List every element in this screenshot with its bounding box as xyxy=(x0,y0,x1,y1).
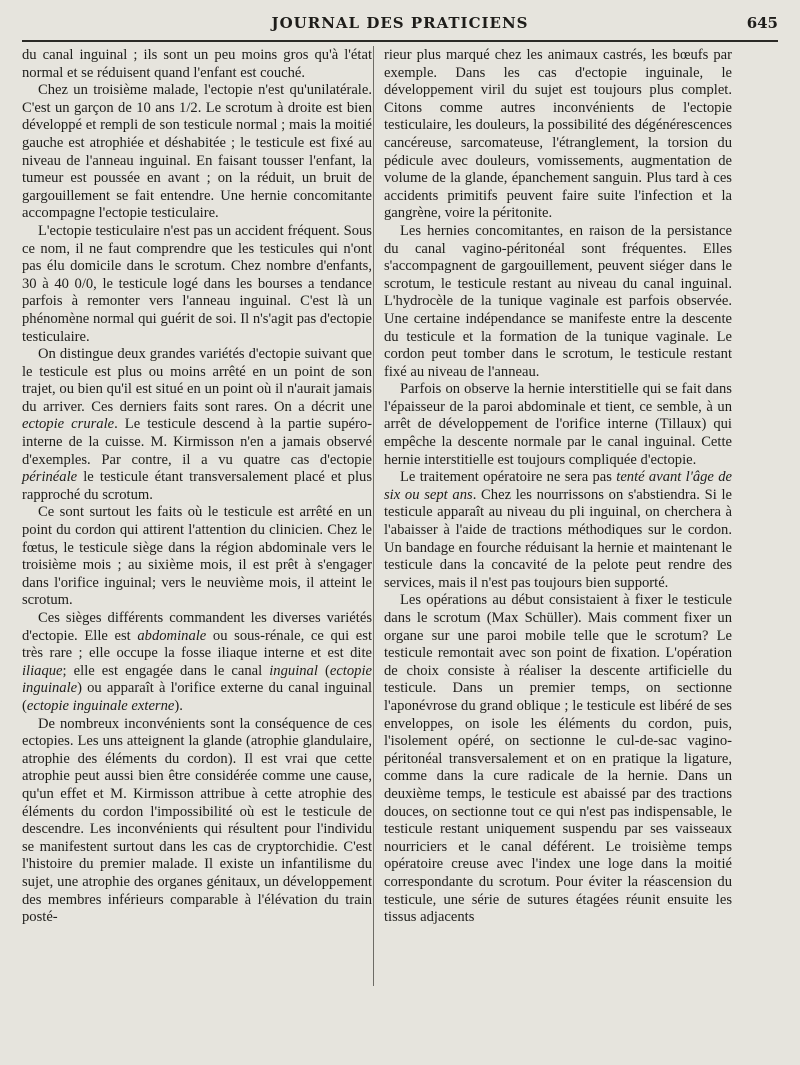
paragraph-text: Les hernies concomitantes, en raison de la persistance du canal vagino-péritonéal sont fréquentes. Elles s'accompagnent de gargouillement, peuvent siéger dans le scrotum, le testicule restant au niveau du canal inguinal. L'hydrocèle de la tunique vaginale est parfois observée. Une certaine indépendance se manifeste entre la descente du testicule et la formation de la tunique vaginale. Le cordon peut tomber dans le scrotum, le testicule restant fixé au niveau de l'anneau. xyxy=(384,222,732,380)
paragraph-text: rieur plus marqué chez les animaux castrés, les bœufs par exemple. Dans les cas d'ectopie inguinale, le développement viril du sujet est toujours plus complet. Citons comme autres inconvénients de l'ectopie testiculaire, les douleurs, la possibilité des dégénérescences cancéreuse, sarcomateuse, l'étranglement, la torsion du pédicule avec douleurs, vomissements, augmentation de volume de la glande, épanchement sanguin. Plus tard à ces accidents primitifs peuvent faire suite l'infection et la gangrène, voire la péritonite. xyxy=(384,47,732,222)
italic-term: ectopie inguinale xyxy=(22,662,372,697)
page-number: 645 xyxy=(746,14,778,32)
paragraph-text: Parfois on observe la hernie interstitielle qui se fait dans l'épaisseur de la paroi abdominale et tient, ce semble, à un arrêt de développement de l'orifice interne (Tillaux) qui empêche la descente normale par le canal inguinal. Cette hernie interstitielle est toujours compliquée d'ectopie. xyxy=(384,381,732,468)
paragraph-text: Les opérations au début consistaient à fixer le testicule dans le scrotum (Max Schüller). Mais comment fixer un organe sur une paroi mobile telle que le scrotum? Le testicule remontait avec son point de fixation. L'opération de choix consiste à réaliser la descente artificielle du testicule. Dans un premier temps, on sectionne l'aponévrose du grand oblique ; le testicule est libéré de ses enveloppes, on isole les éléments du cordon, puis, l'isolement opéré, on sectionne le cul-de-sac vagino-péritonéal transversalement et on en pratique la ligature, comme dans la cure radicale de la hernie. Dans un deuxième temps, le testicule est abaissé par des tractions douces, on sectionne tout ce qui n'est pas indispensable, le testicule restant uniquement suspendu par ses vaisseaux nourriciers et le canal déférent. Le troisième temps opératoire creuse avec l'index une loge dans la moitié correspondante du scrotum. Pour éviter la réascension du testicule, une série de sutures étagées réunit ensuite les tissus adjacents xyxy=(384,592,732,926)
paragraph xyxy=(22,504,372,610)
paragraph-text: L'ectopie testiculaire n'est pas un accident fréquent. Sous ce nom, il ne faut comprendre que les testicules qui n'ont pas élu domicile dans le scrotum. Chez nombre d'enfants, 30 à 40 0/0, le testicule logé dans les bourses a tendance parfois à remonter vers l'anneau inguinal. C'est là un phénomène normal qui guérit de soi. Il n's'agit pas d'ectopie testiculaire. xyxy=(22,222,372,345)
paragraph xyxy=(22,716,372,927)
paragraph-text: du canal inguinal ; ils sont un peu moins gros qu'à l'état normal et se réduisent quand l'enfant est couché. xyxy=(22,47,372,81)
italic-term: ectopie inguinale externe xyxy=(26,697,175,714)
header-rule xyxy=(22,40,778,42)
paragraph xyxy=(384,381,732,469)
paragraph-text: ; elle est engagée dans le canal xyxy=(62,662,270,679)
paragraph xyxy=(22,346,372,504)
italic-term: ectopie crurale xyxy=(22,416,115,433)
paragraph-text: On distingue deux grandes variétés d'ectopie suivant que le testicule est plus ou moins arrêté en un point de son trajet, ou bien qu'il est situé en un point où il n'aurait jamais du arriver. Ces derniers faits sont rares. On a décrit une xyxy=(22,346,372,415)
paragraph-text: Chez un troisième malade, l'ectopie n'est qu'unilatérale. C'est un garçon de 10 ans 1/2. Le scrotum à droite est bien développé et rempli de son testicule normal ; mais la moitié gauche est atrophiée et déshabitée ; le testicule est fixé au niveau de l'anneau inguinal. En faisant tousser l'enfant, la tumeur est poussée en avant ; on la réduit, un bruit de gargouillement se fait entendre. Une hernie concomitante accompagne l'ectopie testiculaire. xyxy=(22,82,372,222)
paragraph xyxy=(384,47,732,223)
paragraph-text: Ces sièges différents commandent les diverses variétés d'ectopie. Elle est xyxy=(22,610,372,644)
paragraph xyxy=(384,223,732,381)
right-column xyxy=(384,47,732,927)
paragraph xyxy=(22,610,372,716)
paragraph-text: . Chez les nourrissons on s'abstiendra. Si le testicule apparaît au niveau du pli inguinal, on cherchera à l'abaisser à l'aide de tractions méthodiques sur le cordon. Un bandage en fourche réduisant la hernie et maintenant le testicule dans la concavité de la pelote peut rendre des services, mais il n'est pas toujours bien supporté. xyxy=(384,486,732,591)
paragraph xyxy=(22,223,372,346)
page-header xyxy=(22,12,778,38)
column-divider xyxy=(373,46,374,986)
journal-title: JOURNAL DES PRATICIENS xyxy=(271,14,529,32)
italic-term: périnéale xyxy=(22,469,78,486)
paragraph-text: ( xyxy=(317,662,330,679)
paragraph-text: De nombreux inconvénients sont la conséquence de ces ectopies. Les uns atteignent la glande (atrophie glandulaire, atrophie des éléments du cordon). Il est vrai que cette atrophie peut aussi bien être considérée comme une cause, qu'un effet et M. Kirmisson attribue à cette atrophie des éléments du cordon l'impossibilité où est le testicule de descendre. Les inconvénients qui résultent pour l'individu se manifestent surtout dans les cas de cryptorchidie. C'est l'histoire du premier malade. Il existe un infantilisme du sujet, une atrophie des organes génitaux, un développement des membres inférieurs comparable à l'élévation du train posté- xyxy=(22,715,372,926)
paragraph xyxy=(22,82,372,223)
paragraph-text: le testicule étant transversalement placé et plus rapproché du scrotum. xyxy=(22,469,372,503)
paragraph-text: ). xyxy=(174,697,183,714)
left-column xyxy=(22,47,372,927)
paragraph-text: Le traitement opératoire ne sera pas xyxy=(400,469,617,486)
paragraph-text: ) ou apparaît à l'orifice externe du canal inguinal ( xyxy=(22,680,372,714)
paragraph xyxy=(384,469,732,592)
paragraph xyxy=(384,592,732,926)
italic-term: tenté avant l'âge de six ou sept ans xyxy=(384,469,732,503)
italic-term: iliaque xyxy=(22,662,63,679)
paragraph-text: Ce sont surtout les faits où le testicule est arrêté en un point du cordon qui attirent l'attention du clinicien. Chez le fœtus, le testicule siège dans la région abdominale vers le troisième mois ; au sixième mois, il est prêt à s'engager dans l'orifice inguinal; vers le neuvième mois, il atteint le scrotum. xyxy=(22,504,372,609)
paragraph xyxy=(22,47,372,82)
italic-term: inguinal xyxy=(269,662,318,679)
italic-term: abdominale xyxy=(137,627,207,644)
paragraph-text: ou sous-rénale, ce qui est très rare ; elle occupe la fosse iliaque interne et est dite xyxy=(22,627,372,662)
paragraph-text: . Le testicule descend à la partie supéro-interne de la cuisse. M. Kirmisson n'en a jamais observé d'exemples. Par contre, il a vu quatre cas d'ectopie xyxy=(22,416,372,468)
